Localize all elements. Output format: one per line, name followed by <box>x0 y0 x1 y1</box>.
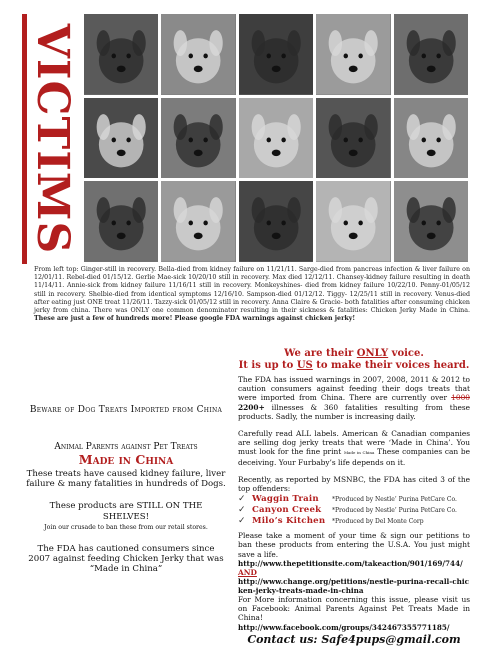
offender-maker: *Produced by Nestle’ Purina PetCare Co. <box>332 496 457 504</box>
left-column <box>26 405 226 574</box>
voice-1-underlined: ONLY <box>356 348 389 359</box>
dog-photo-image <box>161 181 235 262</box>
dog-photo-image <box>316 98 390 179</box>
dog-photo-image <box>394 181 468 262</box>
p1-struck-number: 1000 <box>451 393 470 403</box>
facebook-link[interactable]: http://www.facebook.com/groups/342467355771185/ <box>238 622 450 632</box>
petition-link-2[interactable]: http://www.change.org/petitions/nestle-purina-recall-chicken-jerky-treats-made-in-china <box>238 577 469 596</box>
voice-1-post: voice. <box>388 348 424 359</box>
p1-pre: The FDA has issued warnings in 2007, 2008, 2011 & 2012 to caution consumers against feeding their dogs treats that were imported from China. There are currently over <box>238 375 470 403</box>
dog-photo-image <box>394 14 468 95</box>
dog-photo <box>161 98 235 179</box>
voice-2-pre: It is up to <box>238 360 297 371</box>
offenders-list <box>238 495 470 528</box>
beware-heading: Beware of Dog Treats Imported from China <box>29 405 223 415</box>
caption-text: From left top: Ginger-still in recovery. Bella-died from kidney failure on 11/21/11. Sarge-died from pancreas infection & liver failure on 12/01/11. Rebel-died 01/15/12. Gerlie Mae-sick 10/20/10 still in recovery. Max died 12/12/11. Chansey-kidney failure resulting in death 11/14/11. Annie-sick from kidney failure 11/16/11 still in recovery. Monkeyshines- died from kidney failure 10/22/10. Penny-01/05/12 still in recovery. Shelbie-died from identical symptoms 12/16/10. Sampson-died 01/12/12. Tiggy- 12/25/11 still in recovery. Venus-died after eating just ONE treat 11/26/11. Tazzy-sick 01/05/12 still in recovery. Anna Claire & Gracie- both fatalities after consuming chicken jerky from china. There was ONLY one common denominator resulting in their sickness & fatalities: Chicken Jerky Made in China. <box>34 266 470 315</box>
dog-photo-image <box>316 181 390 262</box>
p2-post: These companies can be deceiving. Your Furbaby’s life depends on it. <box>238 447 471 467</box>
dog-photo <box>84 98 158 179</box>
checkmark-icon: ✓ <box>238 494 246 505</box>
dog-photo <box>239 181 313 262</box>
labels-paragraph <box>238 429 470 467</box>
facebook-paragraph: For More information concerning this issue, please visit us on Facebook: Animal Parents Against Pet Treats Made in China! <box>238 595 470 623</box>
dog-photo-image <box>84 98 158 179</box>
msnbc-paragraph: Recently, as reported by MSNBC, the FDA has cited 3 of the top offenders: <box>238 474 470 494</box>
crusade-line: Join our crusade to ban these from our retail stores. <box>44 523 208 531</box>
voice-line-1 <box>238 348 470 360</box>
p1-post: illnesses & 360 fatalities resulting from these products. Sadly, the number is increasing daily. <box>238 402 470 421</box>
voice-1-pre: We are their <box>284 348 357 359</box>
dog-photo <box>239 14 313 95</box>
dog-photo-image <box>394 98 468 179</box>
voice-2-post: to make their voices heard. <box>312 360 470 371</box>
petition-paragraph: Please take a moment of your time & sign our petitions to ban these products from entering the U.S.A. You just might save a life. <box>238 531 470 559</box>
offender-brand: Milo’s Kitchen <box>252 516 326 527</box>
p2-fine-print: Made in China <box>343 450 375 456</box>
dog-photo <box>394 14 468 95</box>
dog-photo-image <box>316 14 390 95</box>
title-wrap <box>27 14 78 264</box>
dog-photo <box>394 181 468 262</box>
offender-brand: Canyon Creek <box>252 505 322 516</box>
dog-photo <box>316 98 390 179</box>
voice-2-underlined: US <box>296 360 313 371</box>
made-in-china-heading: Made in China <box>78 452 174 467</box>
dog-photo <box>316 14 390 95</box>
group-name: Animal Parents against Pet Treats <box>54 442 198 452</box>
treats-warning: These treats have caused kidney failure, liver failure & many fatalities in hundreds of Dogs. <box>26 469 226 490</box>
offender-row <box>238 517 470 528</box>
caption-bold-tail: These are just a few of hundreds more! Please google FDA warnings against chicken jerky! <box>34 315 356 323</box>
dog-photo-image <box>239 14 313 95</box>
dog-photo-image <box>161 14 235 95</box>
and-label: AND <box>238 567 257 577</box>
p1-bold-number: 2200+ <box>238 402 265 412</box>
dog-photo <box>84 14 158 95</box>
offender-brand: Waggin Train <box>252 494 319 505</box>
petition-link-1[interactable]: http://www.thepetitionsite.com/takeaction/901/169/744/ <box>238 558 463 568</box>
dog-photo-image <box>239 98 313 179</box>
dog-photo-image <box>239 181 313 262</box>
title-victims: VICTIMS <box>27 23 78 255</box>
still-on-shelves: These products are STILL ON THE SHELVES! <box>49 501 203 522</box>
dog-photo-image <box>84 181 158 262</box>
photo-caption <box>34 266 470 323</box>
dog-photo <box>161 181 235 262</box>
photo-grid <box>84 14 468 262</box>
fda-caution-line: The FDA has cautioned consumers since 2007 against feeding Chicken Jerky that was “Made in China” <box>28 543 224 575</box>
dog-photo-image <box>161 98 235 179</box>
dog-photo-image <box>84 14 158 95</box>
dog-photo <box>316 181 390 262</box>
contact-line: Contact us: Safe4pups@gmail.com <box>247 632 461 646</box>
voice-line-2 <box>238 360 470 372</box>
right-column <box>238 348 470 644</box>
checkmark-icon: ✓ <box>238 516 246 527</box>
dog-photo <box>239 98 313 179</box>
p2-pre: Carefully read ALL labels. American & Canadian companies are selling dog jerky treats that were ‘Made in China’. You must look for the fine print <box>238 429 470 457</box>
fda-warning-paragraph <box>238 375 470 421</box>
dog-photo <box>394 98 468 179</box>
offender-maker: *Produced by Del Monte Corp <box>332 518 424 526</box>
checkmark-icon: ✓ <box>238 505 246 516</box>
offender-maker: *Produced by Nestle’ Purina PetCare Co. <box>332 507 457 515</box>
dog-photo <box>84 181 158 262</box>
dog-photo <box>161 14 235 95</box>
